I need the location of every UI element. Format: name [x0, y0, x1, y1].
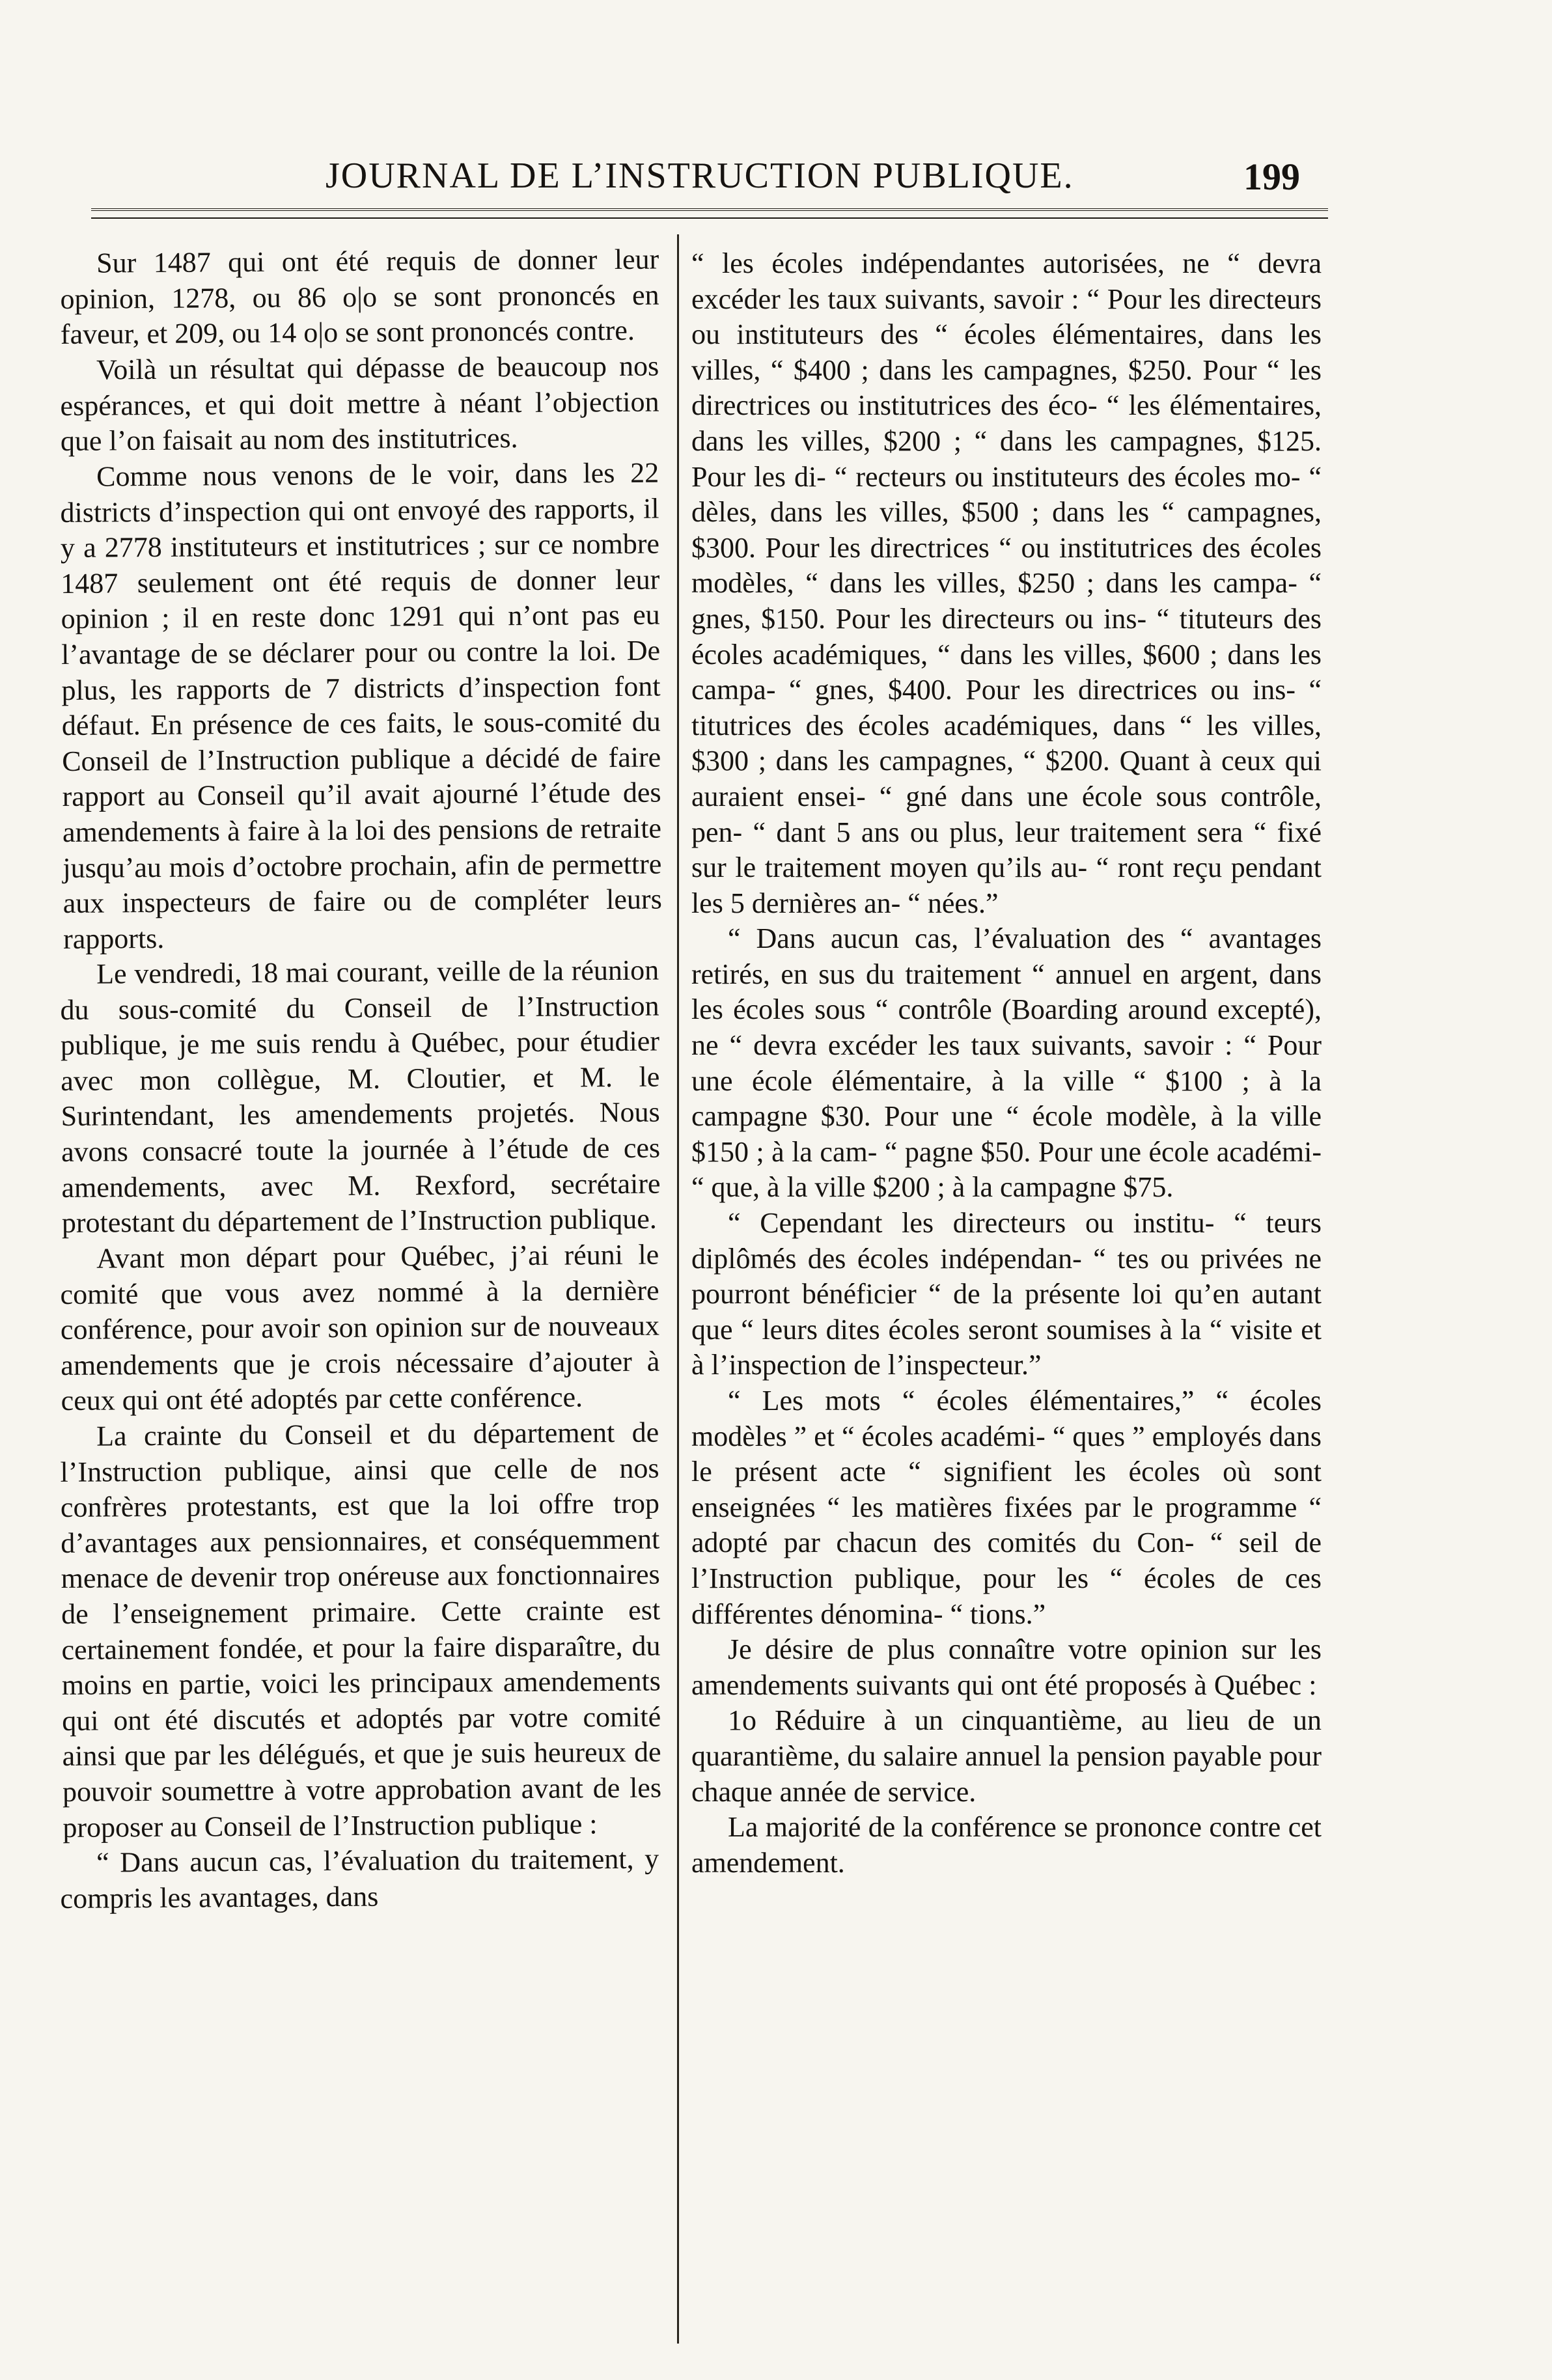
left-column [60, 243, 662, 1916]
paragraph: “ Cependant les directeurs ou institu- “ teurs diplômés des écoles indépendan- “ tes ou privées ne pourront bénéficier “ de la présente loi qu’en autant que “ leurs dites écoles seront soumises à la “ visite et à l’inspection de l’inspecteur.” [691, 1207, 1322, 1381]
paragraph: Voilà un résultat qui dépasse de beaucoup nos espérances, et qui doit mettre à néant l’objection que l’on faisait au nom des institutrices. [60, 350, 659, 457]
paragraph: Avant mon départ pour Québec, j’ai réuni le comité que vous avez nommé à la dernière conférence, pour avoir son opinion sur de nouveaux amendements que je crois nécessaire d’ajouter à ceux qui ont été adoptés par cette conférence. [60, 1238, 660, 1417]
paragraph: “ Les mots “ écoles élémentaires,” “ écoles modèles ” et “ écoles académi- “ ques ” employés dans le présent acte “ signifient les écoles où sont enseignées “ les matières fixées par le programme “ adopté par chacun des comités du Con- “ seil de l’Instruction publique, pour les “ écoles de ces différentes dénomina- “ tions.” [691, 1385, 1322, 1630]
header-rule [91, 208, 1328, 211]
paragraph: La crainte du Conseil et du département de l’Instruction publique, ainsi que celle de nos confrères protestants, est que la loi offre trop d’avantages aux pensionnaires, et conséquemment menace de devenir trop onéreuse aux fonctionnaires de l’enseignement primaire. Cette crainte est certainement fondée, et pour la faire disparaître, du moins en partie, voici les principaux amendements qui ont été discutés et adoptés par votre comité ainsi que par les délégués, et que je suis heureux de pouvoir soumettre à votre approbation avant de les proposer au Conseil de l’Instruction publique : [60, 1416, 662, 1844]
right-column [691, 246, 1322, 1881]
paragraph: Le vendredi, 18 mai courant, veille de la réunion du sous-comité du Conseil de l’Instruction publique, je me suis rendu à Québec, pour étudier avec mon collègue, M. Cloutier, et M. le Surintendant, les amendements projetés. Nous avons consacré toute la journée à l’étude de ces amendements, avec M. Rexford, secrétaire protestant du département de l’Instruction publique. [60, 954, 661, 1239]
paragraph: La majorité de la conférence se prononce contre cet amendement. [691, 1811, 1322, 1879]
paragraph: Sur 1487 qui ont été requis de donner leur opinion, 1278, ou 86 o|o se sont prononcés en faveur, et 209, ou 14 o|o se sont prononcés contre. [60, 243, 659, 351]
paragraph: Comme nous venons de le voir, dans les 22 districts d’inspection qui ont envoyé des rapports, il y a 2778 instituteurs et institutrices ; sur ce nombre 1487 seulement ont été requis de donner leur opinion ; il en reste donc 1291 qui n’ont pas eu l’avantage de se déclarer pour ou contre la loi. De plus, les rapports de 7 districts d’inspection font défaut. En présence de ces faits, le sous-comité du Conseil de l’Instruction publique a décidé de faire rapport au Conseil qu’il avait ajourné l’étude des amendements à faire à la loi des pensions de retraite jusqu’au mois d’octobre prochain, afin de permettre aux inspecteurs de faire ou de compléter leurs rapports. [60, 456, 662, 955]
paragraph: “ Dans aucun cas, l’évaluation du traitement, y compris les avantages, dans [60, 1842, 659, 1915]
running-title: JOURNAL DE L’INSTRUCTION PUBLIQUE. [326, 156, 1074, 196]
header-rule-thin [91, 217, 1328, 219]
paragraph: “ Dans aucun cas, l’évaluation des “ avantages retirés, en sus du traitement “ annuel en argent, dans les écoles sous “ contrôle (Boarding around excepté), ne “ devra excéder les taux suivants, savoir : “ Pour une école élémentaire, à la ville “ $100 ; à la campagne $30. Pour une “ école modèle, à la ville $150 ; à la cam- “ pagne $50. Pour une école académi- “ que, à la ville $200 ; à la campagne $75. [691, 922, 1322, 1204]
page-header [0, 155, 1552, 214]
paragraph: “ les écoles indépendantes autorisées, ne “ devra excéder les taux suivants, savoir : “ Pour les directeurs ou instituteurs des “ écoles élémentaires, dans les villes, “ $400 ; dans les campagnes, $250. Pour “ les directrices ou institutrices des éco- “ les élémentaires, dans les villes, $200 ; “ dans les campagnes, $125. Pour les di- “ recteurs ou instituteurs des écoles mo- “ dèles, dans les villes, $500 ; dans les “ campagnes, $300. Pour les directrices “ ou institutrices des écoles modèles, “ dans les villes, $250 ; dans les campa- “ gnes, $150. Pour les directeurs ou ins- “ tituteurs des écoles académiques, “ dans les villes, $600 ; dans les campa- “ gnes, $400. Pour les directrices ou ins- “ titutrices des écoles académiques, dans “ les villes, $300 ; dans les campagnes, “ $200. Quant à ceux qui auraient ensei- “ gné dans une école sous contrôle, pen- “ dant 5 ans ou plus, leur traitement sera “ fixé sur le traitement moyen qu’ils au- “ ront reçu pendant les 5 dernières an- “ nées.” [691, 247, 1322, 919]
page-number: 199 [1243, 156, 1300, 198]
paragraph: Je désire de plus connaître votre opinion sur les amendements suivants qui ont été proposés à Québec : [691, 1633, 1322, 1701]
paragraph: 1o Réduire à un cinquantième, au lieu de un quarantième, du salaire annuel la pension payable pour chaque année de service. [691, 1704, 1322, 1808]
column-divider [677, 234, 679, 2344]
